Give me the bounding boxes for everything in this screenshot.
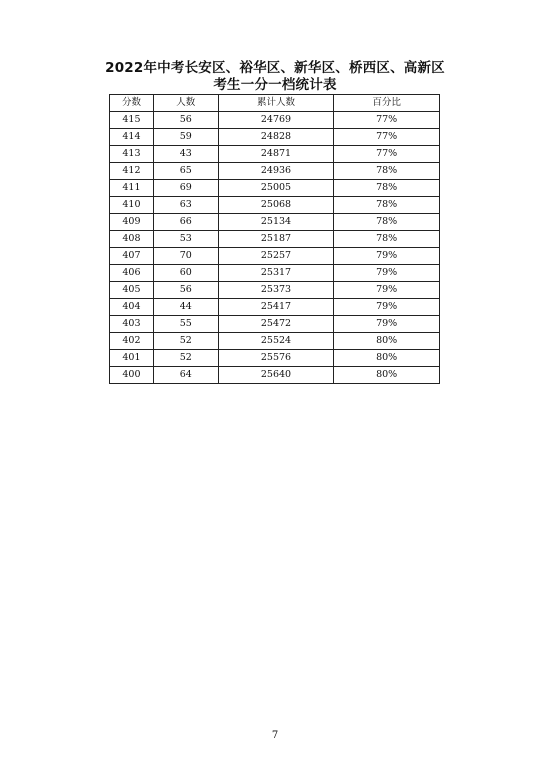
percentage-cell: 79% [334,248,440,265]
score-cell: 401 [110,350,154,367]
count-cell: 53 [153,231,218,248]
cumulative-cell: 25068 [218,197,334,214]
score-distribution-table [109,94,440,384]
table-row [110,265,440,282]
count-cell: 64 [153,367,218,384]
cumulative-cell: 25257 [218,248,334,265]
table-row [110,214,440,231]
cumulative-cell: 25005 [218,180,334,197]
count-cell: 44 [153,299,218,316]
table-row [110,282,440,299]
percentage-cell: 78% [334,231,440,248]
count-cell: 52 [153,333,218,350]
count-cell: 65 [153,163,218,180]
count-cell: 56 [153,112,218,129]
score-cell: 402 [110,333,154,350]
header-score: 分数 [110,95,154,112]
cumulative-cell: 24828 [218,129,334,146]
percentage-cell: 78% [334,197,440,214]
percentage-cell: 78% [334,214,440,231]
table-row [110,129,440,146]
table-row [110,146,440,163]
table-row [110,112,440,129]
table-row [110,248,440,265]
table-header-row [110,95,440,112]
cumulative-cell: 25472 [218,316,334,333]
cumulative-cell: 25317 [218,265,334,282]
percentage-cell: 79% [334,316,440,333]
percentage-cell: 77% [334,129,440,146]
count-cell: 66 [153,214,218,231]
percentage-cell: 79% [334,265,440,282]
table-row [110,299,440,316]
count-cell: 52 [153,350,218,367]
score-cell: 408 [110,231,154,248]
percentage-cell: 79% [334,282,440,299]
count-cell: 59 [153,129,218,146]
count-cell: 56 [153,282,218,299]
table-body [110,112,440,384]
table-row [110,180,440,197]
cumulative-cell: 25417 [218,299,334,316]
table-row [110,163,440,180]
cumulative-cell: 25134 [218,214,334,231]
percentage-cell: 78% [334,180,440,197]
score-cell: 403 [110,316,154,333]
score-cell: 413 [110,146,154,163]
header-percentage: 百分比 [334,95,440,112]
page-number: 7 [271,730,279,741]
table-row [110,316,440,333]
score-cell: 412 [110,163,154,180]
cumulative-cell: 24769 [218,112,334,129]
table-row [110,231,440,248]
score-cell: 414 [110,129,154,146]
score-cell: 410 [110,197,154,214]
percentage-cell: 78% [334,163,440,180]
score-cell: 406 [110,265,154,282]
document-title-line-2: 考生一分一档统计表 [213,77,337,93]
cumulative-cell: 25524 [218,333,334,350]
document-title-line-1: 2022年中考长安区、裕华区、新华区、桥西区、高新区 [105,60,445,76]
table-row [110,367,440,384]
cumulative-cell: 24871 [218,146,334,163]
table-row [110,197,440,214]
score-cell: 404 [110,299,154,316]
percentage-cell: 80% [334,367,440,384]
score-cell: 405 [110,282,154,299]
table-row [110,350,440,367]
count-cell: 60 [153,265,218,282]
count-cell: 55 [153,316,218,333]
percentage-cell: 80% [334,333,440,350]
cumulative-cell: 25576 [218,350,334,367]
percentage-cell: 80% [334,350,440,367]
count-cell: 43 [153,146,218,163]
cumulative-cell: 24936 [218,163,334,180]
score-cell: 415 [110,112,154,129]
score-cell: 409 [110,214,154,231]
score-cell: 400 [110,367,154,384]
count-cell: 63 [153,197,218,214]
count-cell: 70 [153,248,218,265]
score-cell: 411 [110,180,154,197]
table-row [110,333,440,350]
score-cell: 407 [110,248,154,265]
cumulative-cell: 25640 [218,367,334,384]
count-cell: 69 [153,180,218,197]
percentage-cell: 79% [334,299,440,316]
header-count: 人数 [153,95,218,112]
cumulative-cell: 25373 [218,282,334,299]
percentage-cell: 77% [334,146,440,163]
header-cumulative: 累计人数 [218,95,334,112]
percentage-cell: 77% [334,112,440,129]
cumulative-cell: 25187 [218,231,334,248]
